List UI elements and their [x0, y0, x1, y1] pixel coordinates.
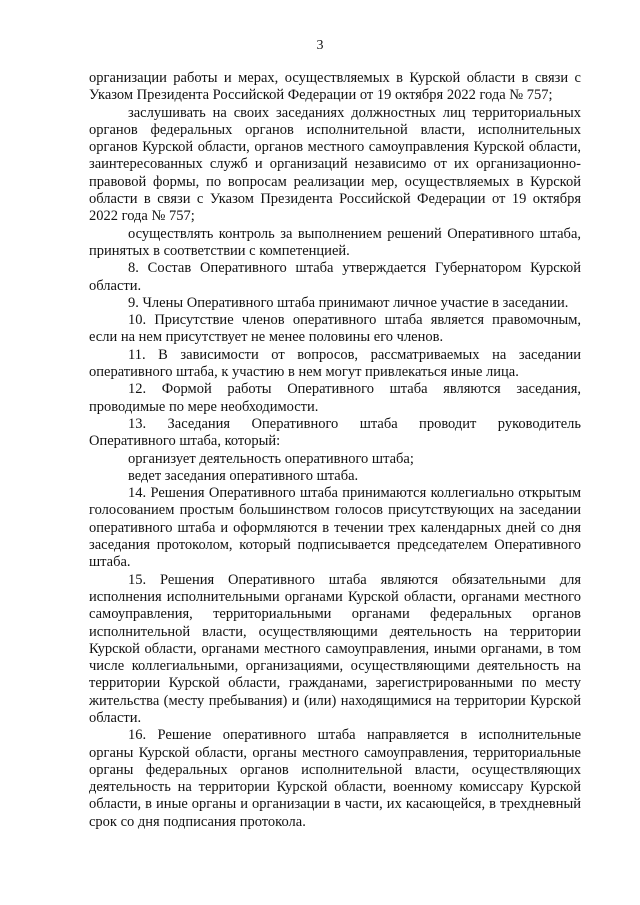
paragraph-item-11: 11. В зависимости от вопросов, рассматриваемых на заседании оперативного штаба, к участию в нем могут привлекаться иные лица.	[89, 346, 581, 381]
document-body	[89, 70, 581, 831]
paragraph-item-13: 13. Заседания Оперативного штаба проводит руководитель Оперативного штаба, который:	[89, 415, 581, 450]
paragraph-item-14: 14. Решения Оперативного штаба принимаются коллегиально открытым голосованием простым большинством голосов присутствующих на заседании оперативного штаба и оформляются в течении трех календарных дней со дня заседания протоколом, который подписывается председателем Оперативного штаба.	[89, 485, 581, 571]
paragraph-continuation: организации работы и мерах, осуществляемых в Курской области в связи с Указом Президента Российской Федерации от 19 октября 2022 года № 757;	[89, 70, 581, 104]
paragraph-item-16: 16. Решение оперативного штаба направляется в исполнительные органы Курской области, органы местного самоуправления, территориальные органы федеральных органов исполнительной власти, осуществляющих деятельность на территории Курской области, военному комиссару Курской области, в иные органы и организации в части, их касающейся, в трехдневный срок со дня подписания протокола.	[89, 727, 581, 830]
paragraph-item-8: 8. Состав Оперативного штаба утверждается Губернатором Курской области.	[89, 260, 581, 294]
paragraph-item-12: 12. Формой работы Оперативного штаба являются заседания, проводимые по мере необходимости.	[89, 381, 581, 415]
page-number: 3	[316, 38, 324, 53]
paragraph-control: осуществлять контроль за выполнением решений Оперативного штаба, принятых в соответствии с компетенцией.	[89, 225, 581, 259]
paragraph-item-13-sub-1: организует деятельность оперативного штаба;	[128, 450, 414, 467]
paragraph-hear-officials: заслушивать на своих заседаниях должностных лиц территориальных органов федеральных органов исполнительной власти, исполнительных органов Курской области, органов местного самоуправления Курской области, заинтересованных служб и организаций независимо от их организационно-правовой формы, по вопросам реализации мер, осуществляемых в Курской области в связи с Указом Президента Российской Федерации от 19 октября 2022 года № 757;	[89, 104, 581, 225]
paragraph-item-15: 15. Решения Оперативного штаба являются обязательными для исполнения исполнительными органами Курской области, органами местного самоуправления, территориальными органами федеральных органов исполнительной власти, осуществляющими деятельность на территории Курской области, органами местного самоуправления, иными органами, в том числе коллегиальными, организациями, осуществляющими деятельность на территории Курской области, гражданами, зарегистрированными по месту жительства (месту пребывания) и (или) находящимися на территории Курской области.	[89, 571, 581, 726]
paragraph-item-10: 10. Присутствие членов оперативного штаба является правомочным, если на нем присутствует не менее половины его членов.	[89, 312, 581, 346]
paragraph-item-9: 9. Члены Оперативного штаба принимают личное участие в заседании.	[128, 294, 569, 311]
paragraph-item-13-sub-2: ведет заседания оперативного штаба.	[128, 467, 359, 484]
